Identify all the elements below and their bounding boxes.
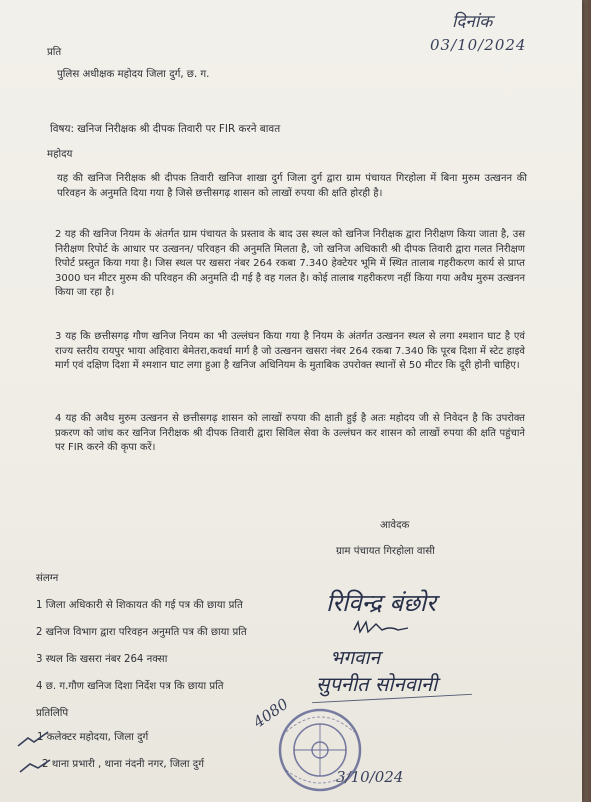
copy-item: 2 थाना प्रभारी , थाना नंदनी नगर, जिला दुर्ग xyxy=(42,759,204,770)
signature-3: सुपनीत सोनवानी xyxy=(316,672,438,696)
salutation-to: प्रति xyxy=(47,47,62,58)
enclosure-item: 2 खनिज विभाग द्वारा परिवहन अनुमति पत्र की छाया प्रति xyxy=(36,627,247,638)
applicant-label: आवेदक xyxy=(380,520,410,531)
signature-1: रिविन्द्र बंछोर xyxy=(326,589,436,617)
date-label: दिनांक xyxy=(452,12,493,32)
enclosure-item: 3 स्थल कि खसरा नंबर 264 नक्सा xyxy=(36,654,168,665)
stamp-note: 4080 xyxy=(250,694,292,732)
subject: विषय: खनिज निरीक्षक श्री दीपक तिवारी पर FIR करने बावत xyxy=(50,123,281,135)
paragraph-2: 2 यह की खनिज नियम के अंतर्गत ग्राम पंचायत के प्रस्ताव के बाद उस स्थल को खनिज निरीक्षक द्वारा निरीक्षण किया जाता है, उस निरीक्षण रिपोर्ट के आधार पर उत्खनन/ परिवहन की अनुमति मिलता है, जो खनिज अधिकारी श्री दीपक तिवारी द्वारा गलत निरीक्षण रिपोर्ट प्रस्तुत किया गया है। जिस स्थल पर खसरा नंबर 264 रकबा 7.340 हेक्टेयर भूमि में स्थित तालाब गहरीकरण कार्य से प्राप्त 3000 घन मीटर मुरुम की परिवहन की अनुमति दी गई है वह गलत है। कोई तालाब गहरीकरण नहीं किया गया अवैध मुरुम उत्खनन किया जा रहा है। xyxy=(55,229,525,298)
copies-heading: प्रतिलिपि xyxy=(36,708,69,719)
paragraph-4: 4 यह की अवैध मुरुम उत्खनन से छत्तीसगढ़ शासन को लाखों रुपया की क्षाती हुई है अतः महोदय जी से निवेदन है कि उपरोक्त प्रकरण को जांच कर खनिज निरीक्षक श्री दीपक तिवारी द्वारा सिविल सेवा के उल्लंघन कर शासन को लाखों रुपया की क्षति पहुंचाने पर FIR करने की कृपा करें। xyxy=(55,413,525,453)
applicant-name: ग्राम पंचायत गिरहोला वासी xyxy=(336,546,435,557)
date-value: 03/10/2024 xyxy=(430,36,527,54)
copy-item: 1 कलेक्टर महोदया, जिला दुर्ग xyxy=(37,732,149,743)
enclosure-item: 4 छ. ग.गौण खनिज दिशा निर्देश पत्र कि छाया प्रति xyxy=(36,681,224,692)
paragraph-3: 3 यह कि छत्तीसगढ़ गौण खनिज नियम का भी उल्लंघन किया गया है नियम के अंतर्गत उत्खनन स्थल से लगा श्मशान घाट है एवं राज्य स्तरीय रायपुर भाया अहिवारा बेमेतरा,कवर्धा मार्ग है जो उत्खनन खसरा नंबर 264 रकबा 7.340 कि पूरब दिशा में स्टेट हाइवे मार्ग एवं दक्षिण दिशा में श्मशान घाट लगा हुआ है खनिज अधिनियम के मुताबिक उपरोक्त स्थानों से 50 मीटर कि दूरी होनी चाहिए। xyxy=(55,331,525,371)
enclosures-heading: संलग्न xyxy=(36,573,59,584)
paragraph-1: यह की खनिज निरीक्षक श्री दीपक तिवारी खनिज शाखा दुर्ग जिला दुर्ग द्वारा ग्राम पंचायत गिरहोला में बिना मुरुम उत्खनन की परिवहन के अनुमति दिया गया है जिसे छत्तीसगढ़ शासन को लाखों रुपया की क्षति होरही है। xyxy=(57,173,527,199)
signature-2: भगवान xyxy=(330,647,381,669)
recipient: पुलिस अधीक्षक महोदय जिला दुर्ग, छ. ग. xyxy=(57,69,210,80)
tick-marks xyxy=(14,726,54,776)
initials-mark xyxy=(352,618,412,638)
enclosure-item: 1 जिला अधिकारी से शिकायत की गई पत्र की छाया प्रति xyxy=(36,600,243,611)
stamp-date: 3/10/024 xyxy=(336,768,404,786)
greeting: महोदय xyxy=(47,149,73,160)
